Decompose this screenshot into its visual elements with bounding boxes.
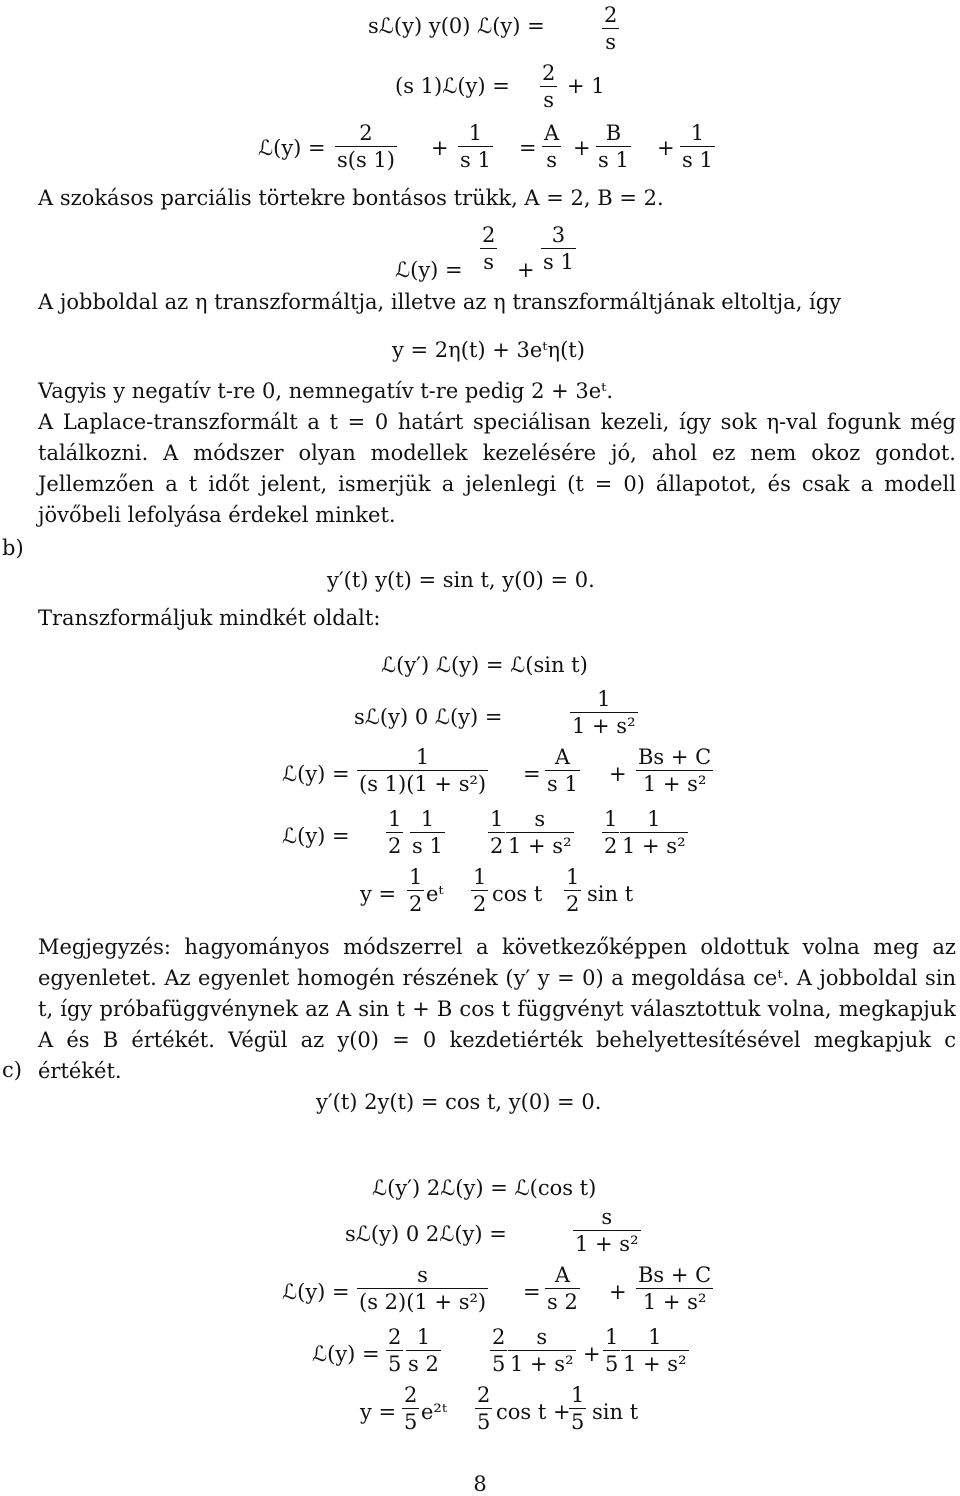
numerator: 1 [571,1383,585,1407]
numerator: 1 [409,865,423,889]
b-line5-frac1 [407,864,424,917]
b-line5-exp: eᵗ [426,882,444,906]
c-line5-frac3 [569,1382,586,1435]
denominator: s 1 [547,772,578,796]
b-line4-left: ℒ(y) = [282,824,350,848]
numerator: 2 [404,1383,418,1407]
b-line4-frac3 [488,806,505,859]
numerator: 2 [477,1383,491,1407]
b-line4-frac6 [620,806,688,859]
text-vagyis: Vagyis y negatív t-re 0, nemnegatív t-re pedig 2 + 3eᵗ. [38,379,614,403]
plus-sign: + [609,762,627,786]
b-line4-frac1 [386,806,403,859]
plus-sign: + [583,1342,601,1366]
numerator: 1 [490,807,504,831]
b-line4-frac5 [602,806,619,859]
eq-a-line3-frac4 [596,120,631,173]
denominator: 1 + s² [622,834,686,858]
equals-sign: = [523,762,541,786]
c-line5-sin: sin t [592,1400,639,1424]
b-line4-frac4 [506,806,574,859]
c-line3-frac1 [357,1262,488,1315]
denominator: s(s 1) [337,148,395,172]
equals-sign: = [519,136,537,160]
text-jobboldal: A jobboldal az η transzformáltja, illetve az η transzformáltjának eltoltja, így [38,290,842,314]
paragraph-laplace: A Laplace-transzformált a t = 0 határt speciálisan kezeli, így sok η-val fogunk még találkozni. A módszer olyan modellek kezelésére jó, ahol ez nem okoz gondot. Jellemzően a t időt jelent, ismerjük a jelenlegi (t = 0) állapotot, és csak a modell jövőbeli lefolyása érdekel minket. [38,410,956,527]
denominator: 1 + s² [636,1288,713,1315]
denominator: 1 + s² [575,1232,639,1256]
eq-b-left: ℒ(y) = [395,258,463,282]
numerator: 1 [468,121,483,145]
denominator: 2 [490,834,504,858]
c-line2-left: sℒ(y) 0 2ℒ(y) = [345,1222,507,1246]
c-line5-left: y = [360,1400,397,1424]
c-line4-frac1 [386,1324,403,1377]
denominator: s 1 [460,148,491,172]
part-b-label: b) [2,536,24,560]
denominator: 2 [566,892,580,916]
eq-a-line3-frac5 [680,120,715,173]
c-line4-left: ℒ(y) = [312,1342,380,1366]
numerator: s [534,807,546,831]
numerator: 2 [388,1325,402,1349]
b-transform-text: Transzformáljuk mindkét oldalt: [38,606,381,630]
numerator: 2 [542,61,556,85]
denominator: 2 [409,892,423,916]
denominator: 5 [492,1352,506,1376]
numerator: A [544,121,560,145]
plus-sign: + [431,136,449,160]
c-line3-frac3 [636,1262,713,1315]
b-line5-sin: sin t [587,882,634,906]
denominator: s [542,146,561,173]
numerator: 1 [388,807,402,831]
denominator: 2 [473,892,487,916]
c-line4-frac6 [621,1324,689,1377]
numerator: 1 [605,1325,619,1349]
denominator: s 1 [598,148,629,172]
plus-sign: + [609,1280,627,1304]
c-ode: y′(t) 2y(t) = cos t, y(0) = 0. [316,1090,602,1114]
denominator: 5 [571,1410,585,1434]
numerator: 1 [415,745,430,769]
page-number: 8 [473,1472,487,1496]
numerator: B [605,121,622,145]
c-line4-frac4 [508,1324,576,1377]
eq-a-line2-right: + 1 [567,74,605,98]
c-line5-cos: cos t + [496,1400,571,1424]
plus-sign: + [517,258,535,282]
b-line3-left: ℒ(y) = [282,762,350,786]
b-line2-frac [570,686,638,739]
denominator: s [602,28,619,55]
b-line5-frac3 [564,864,581,917]
denominator: 2 [604,834,618,858]
b-line2-left: sℒ(y) 0 ℒ(y) = [354,705,503,729]
denominator: 5 [605,1352,619,1376]
note-partial-fractions: A szokásos parciális törtekre bontásos trükk, A = 2, B = 2. [38,186,664,210]
b-line3-frac1 [357,744,488,797]
b-line3-frac2 [545,744,580,797]
c-line4-frac5 [603,1324,620,1377]
numerator: A [554,745,570,769]
denominator: 2 [388,834,402,858]
numerator: s [417,1263,428,1287]
c-line5-frac1 [402,1382,419,1435]
eq-a-line2-fraction [540,60,557,113]
part-c-label: c) [2,1058,22,1082]
c-line3-frac2 [545,1262,580,1315]
b-line5-cos: cos t [492,882,543,906]
b-line5-frac2 [471,864,488,917]
c-line4-frac3 [490,1324,507,1377]
eq-a-line2-left: (s 1)ℒ(y) = [395,74,510,98]
b-line4-frac2 [410,806,445,859]
b-line3-frac3 [636,744,713,797]
eq-a-line3-left: ℒ(y) = [258,136,326,160]
c-line2-frac [573,1204,641,1257]
c-line3-left: ℒ(y) = [282,1280,350,1304]
denominator: 1 + s² [623,1352,687,1376]
eq-a-line1-fraction [602,2,619,55]
numerator: 1 [566,865,580,889]
denominator: 1 + s² [572,714,636,738]
denominator: 1 + s² [636,770,713,797]
numerator: 2 [359,121,373,145]
denominator: s 2 [547,1290,578,1314]
numerator: 1 [597,687,611,711]
denominator: 5 [477,1410,491,1434]
numerator: s [601,1205,613,1229]
denominator: 5 [388,1352,402,1376]
eq-a-line1-left: sℒ(y) y(0) ℒ(y) = [368,14,545,38]
numerator: 1 [473,865,487,889]
numerator: 1 [604,807,618,831]
numerator: 2 [492,1325,506,1349]
numerator: 1 [647,807,661,831]
eq-b-frac1 [480,222,497,275]
paragraph-remark: Megjegyzés: hagyományos módszerrel a következőképpen oldottuk volna meg az egyenletet. Az egyenlet homogén részének (y′ y = 0) a megoldása ceᵗ. A jobboldal sin t, így próbafüggvénynek az A sin t + B cos t függvényt választottuk volna, megkapjuk A és B értékét. Végül az y(0) = 0 kezdetiérték behelyettesítésével megkapjuk c értékét. [38,935,956,1083]
eq-a-line3-frac1 [335,120,397,173]
denominator: s 1 [412,834,443,858]
numerator: s [536,1325,548,1349]
eq-a-line3-frac2 [458,120,493,173]
eq-b-frac2 [541,222,576,275]
numerator: Bs + C [638,745,712,769]
numerator: 1 [416,1325,431,1349]
numerator: 1 [420,807,435,831]
c-line1: ℒ(y′) 2ℒ(y) = ℒ(cos t) [372,1176,597,1200]
c-line5-exp: e²ᵗ [421,1400,448,1424]
numerator: 1 [690,121,705,145]
b-line1: ℒ(y′) ℒ(y) = ℒ(sin t) [381,653,588,677]
denominator: s [480,248,497,275]
numerator: 2 [482,223,496,247]
denominator: 5 [404,1410,418,1434]
plus-sign: + [573,136,591,160]
numerator: 2 [604,3,618,27]
c-line5-frac2 [475,1382,492,1435]
numerator: A [554,1263,570,1287]
numerator: Bs + C [638,1263,712,1287]
denominator: s 1 [682,148,713,172]
plus-sign: + [657,136,675,160]
b-ode: y′(t) y(t) = sin t, y(0) = 0. [327,568,595,592]
equals-sign: = [523,1280,541,1304]
denominator: 1 + s² [508,834,572,858]
denominator: s 2 [408,1352,439,1376]
numerator: 3 [551,223,566,247]
denominator: (s 2)(1 + s²) [359,1290,487,1314]
denominator: 1 + s² [510,1352,574,1376]
numerator: 1 [648,1325,662,1349]
denominator: s [540,86,557,113]
eq-y-solution: y = 2η(t) + 3eᵗη(t) [392,338,585,362]
denominator: (s 1)(1 + s²) [359,772,487,796]
denominator: s 1 [543,250,574,274]
c-line4-frac2 [406,1324,441,1377]
b-line5-left: y = [360,882,397,906]
eq-a-line3-frac3 [542,120,561,173]
